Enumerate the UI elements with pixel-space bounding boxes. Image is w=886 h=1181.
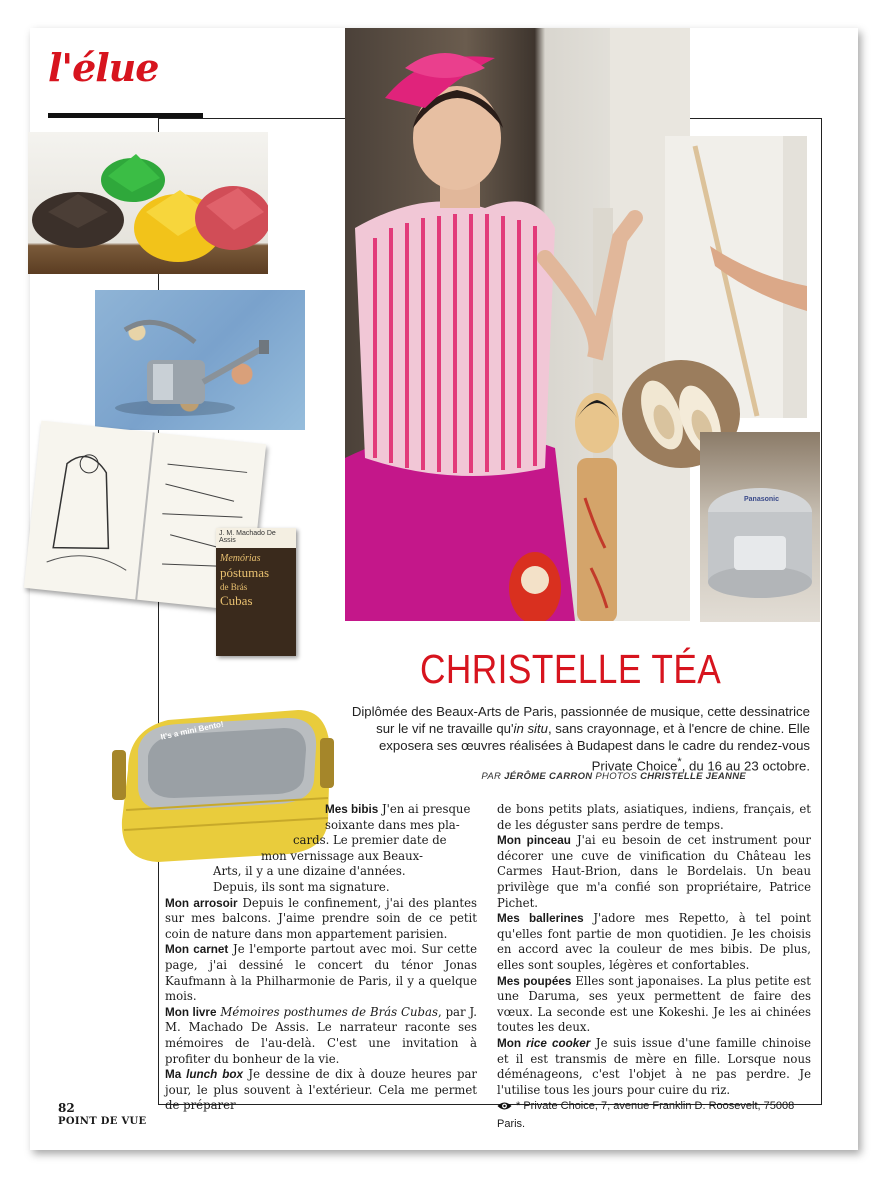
book-title-3: de Brás bbox=[220, 582, 248, 592]
entry-rice-cooker-text: Je suis issue d'une famille chinoise et il est transmis de mère en fille. Lorsque nous déménageons, c'est l'objet à ne pas perdre. Je l'utilise tous les jours pour cuire du riz. bbox=[497, 1035, 812, 1097]
article-title: CHRISTELLE TÉA bbox=[420, 646, 722, 692]
magazine-name: POINT DE VUE bbox=[58, 1116, 147, 1127]
entry-rice-cooker-lead-italic: rice cooker bbox=[526, 1036, 591, 1050]
entry-livre-title: Mémoires posthumes de Brás Cubas bbox=[216, 1004, 438, 1019]
article-credits bbox=[481, 771, 746, 782]
credit-author: JÉRÔME CARRON bbox=[504, 771, 593, 782]
book-title-2: póstumas bbox=[220, 565, 270, 580]
entry-lunchbox-cont: de bons petits plats, asiatiques, indiens, français, et de les déguster sans perdre de temps. bbox=[497, 802, 811, 832]
entry-bibis-lead: Mes bibis bbox=[325, 803, 379, 816]
entry-lunchbox-lead-italic: lunch box bbox=[186, 1068, 244, 1082]
entry-arrosoir bbox=[165, 896, 477, 943]
credit-photographer: CHRISTELLE JEANNE bbox=[640, 771, 746, 782]
entry-poupees-text: Elles sont japonaises. La plus petite est une Daruma, ses yeux permettent de faire des vœux. La seconde est une Kokeshi. Je les ai chinées toutes les deux. bbox=[497, 973, 811, 1035]
intro-text-2: , sans crayonnage, et à l'encre de chine. Elle exposera ses œuvres réalisées à Budapest dans le cadre du rendez-vous Private Choice bbox=[378, 721, 810, 774]
page-number: 82 bbox=[58, 1101, 75, 1115]
entry-ballerines-text: J'adore mes Repetto, à tel point qu'elles font partie de mon quotidien. Je les choisis en accord avec la couleur de mes bibis. De plus, elles sont souples, légères et confortables. bbox=[497, 911, 811, 972]
entry-carnet-lead: Mon carnet bbox=[165, 943, 229, 957]
footnote-text: * Private Choice, 7, avenue Franklin D. Roosevelt, 75008 Paris. bbox=[497, 1100, 795, 1130]
photo-hats bbox=[28, 132, 268, 274]
entry-livre-text: , par J. M. Machado De Assis. Le narrateur raconte ses mémoires de l'au-delà. C'est une invitation à profiter du bonheur de la vie. bbox=[165, 1004, 477, 1066]
text-column-right bbox=[497, 802, 811, 1132]
intro-text-3: , du 16 au 23 octobre. bbox=[681, 758, 810, 774]
credit-photos: PHOTOS bbox=[592, 771, 641, 782]
entry-pinceau-text: J'ai eu besoin de cet instrument pour décorer une cuve de vinification du Château les Carmes Haut-Brion, dans le Bordelais. Un beau privilège que m'a confié son propriétaire, Patrice Pichet. bbox=[497, 833, 811, 910]
entry-lunchbox-text: Je dessine de dix à douze heures par jour, le plus souvent à l'extérieur. Cela me permet de préparer bbox=[165, 1067, 477, 1113]
book-title-4: Cubas bbox=[220, 593, 253, 608]
book-title-1: Memórias bbox=[220, 553, 261, 564]
entry-rice-cooker-lead: Mon bbox=[497, 1036, 527, 1050]
entry-carnet bbox=[165, 942, 477, 1004]
intro-text-1: Diplômée des Beaux-Arts de Paris, passionnée de musique, cette dessinatrice sur le vif ne travaille qu' bbox=[351, 704, 810, 736]
photo-book bbox=[216, 528, 296, 656]
book-author: J. M. Machado De Assis bbox=[216, 528, 296, 548]
credit-par: PAR bbox=[481, 771, 505, 782]
lunchbox-label: It's a mini Bento! bbox=[159, 719, 225, 742]
photo-rice-cooker bbox=[700, 432, 820, 622]
entry-bibis-l3: cards. Le premier date de bbox=[293, 833, 447, 848]
entry-rice-cooker bbox=[497, 1036, 811, 1098]
entry-livre-lead: Mon livre bbox=[165, 1005, 217, 1019]
entry-pinceau-lead: Mon pinceau bbox=[497, 834, 571, 848]
entry-ballerines-lead: Mes ballerines bbox=[497, 912, 584, 926]
entry-pinceau bbox=[497, 833, 811, 911]
entry-bibis-l4: mon vernissage aux Beaux- bbox=[261, 848, 423, 863]
entry-bibis-l1: J'en ai presque bbox=[378, 802, 471, 816]
entry-bibis-l6: Depuis, ils sont ma signature. bbox=[213, 879, 390, 894]
footnote bbox=[497, 1099, 811, 1132]
section-tag: l'élue bbox=[48, 45, 159, 90]
intro-note-mark: * bbox=[677, 756, 682, 768]
entry-bibis-l5: Arts, il y a une dizaine d'années. bbox=[213, 864, 406, 879]
entry-poupees-lead: Mes poupées bbox=[497, 974, 572, 988]
cooker-brand: Panasonic bbox=[744, 496, 780, 503]
section-rule bbox=[48, 113, 203, 118]
entry-livre bbox=[165, 1005, 477, 1067]
text-column-left bbox=[165, 802, 477, 1114]
entry-arrosoir-text: Depuis le confinement, j'ai des plantes sur mes balcons. J'aime prendre soin de ce petit coin de nature dans mon appartement parisien. bbox=[165, 895, 478, 941]
entry-carnet-text: Je l'emporte partout avec moi. Sur cette page, j'ai dessiné le concert du ténor Jonas Kaufmann à la Philharmonie de Paris, il y a quelque mois. bbox=[165, 942, 477, 1004]
eye-icon bbox=[497, 1101, 512, 1117]
article-intro bbox=[340, 703, 810, 774]
entry-lunchbox bbox=[165, 1067, 477, 1114]
entry-lunchbox-lead: Ma bbox=[165, 1068, 187, 1082]
entry-bibis-l2: soixante dans mes pla- bbox=[325, 817, 460, 832]
photo-portrait bbox=[345, 28, 690, 621]
intro-italic: in situ bbox=[513, 721, 548, 736]
entry-ballerines bbox=[497, 911, 811, 973]
entry-arrosoir-lead: Mon arrosoir bbox=[165, 896, 238, 910]
photo-watering-can bbox=[95, 290, 305, 430]
entry-poupees bbox=[497, 974, 811, 1036]
